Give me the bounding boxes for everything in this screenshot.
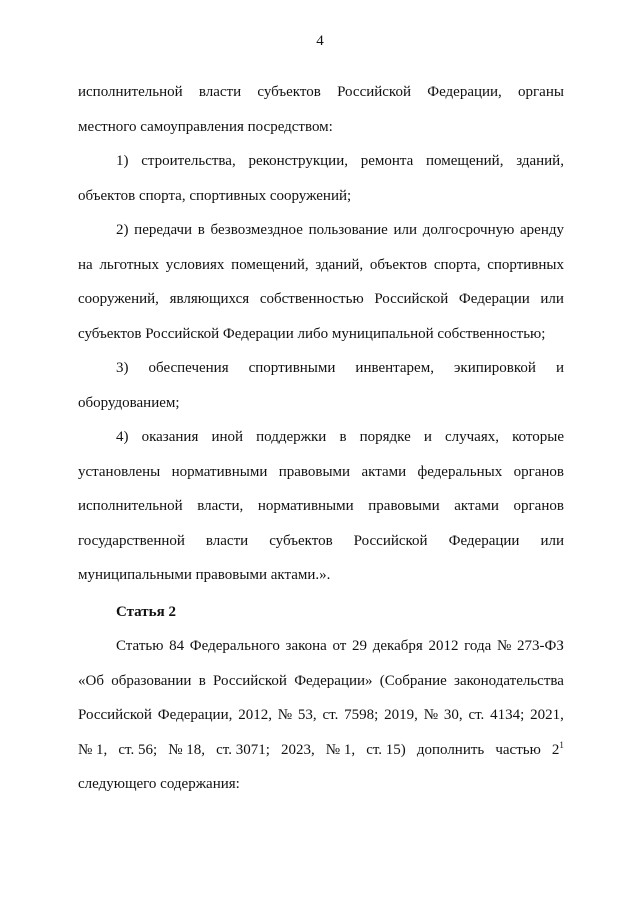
word: года bbox=[464, 638, 492, 654]
word: органов bbox=[513, 463, 564, 480]
word: частью bbox=[495, 741, 541, 758]
text-line bbox=[78, 524, 564, 559]
text-line bbox=[78, 248, 564, 283]
word: Федерации, bbox=[427, 84, 502, 100]
text-line: объектов спорта, спортивных сооружений; bbox=[78, 187, 352, 204]
superscript: 1 bbox=[559, 739, 564, 750]
word: актами bbox=[454, 498, 499, 514]
word: 273-ФЗ bbox=[516, 638, 564, 654]
word: обеспечения bbox=[148, 360, 229, 376]
word: нормативными bbox=[257, 498, 354, 514]
word: Федерации bbox=[458, 291, 530, 307]
word: образовании bbox=[111, 672, 192, 689]
word: нормативными bbox=[171, 463, 268, 480]
text-line: следующего содержания: bbox=[78, 776, 240, 792]
word: ст. 15) bbox=[366, 741, 406, 758]
word: ремонта bbox=[360, 153, 414, 169]
list-item-3 bbox=[78, 351, 564, 386]
word: спортивными bbox=[248, 360, 336, 376]
word: закона bbox=[285, 638, 327, 654]
word: помещений, bbox=[426, 153, 504, 169]
word: инвентарем, bbox=[355, 360, 434, 376]
word: условиях bbox=[165, 256, 225, 273]
word: долгосрочную bbox=[422, 222, 515, 238]
word: безвозмездное bbox=[210, 222, 303, 238]
word: и bbox=[423, 429, 432, 445]
page-number: 4 bbox=[316, 33, 324, 49]
word: $2^1$ bbox=[551, 739, 564, 758]
word: или bbox=[393, 222, 418, 238]
word: 2021, bbox=[530, 707, 564, 723]
word: объектов bbox=[369, 256, 428, 273]
word: и bbox=[555, 360, 564, 376]
word: или bbox=[540, 291, 564, 307]
word: 29 bbox=[352, 638, 368, 654]
text-line bbox=[78, 629, 564, 664]
word: 30, bbox=[443, 707, 463, 723]
word: ст. bbox=[322, 707, 339, 723]
text-line: муниципальными правовыми актами.». bbox=[78, 567, 331, 583]
word: государственной bbox=[78, 532, 185, 549]
text-line bbox=[78, 698, 564, 733]
word: оказания bbox=[141, 429, 199, 445]
word: поддержки bbox=[256, 429, 327, 445]
word: законодательства bbox=[454, 672, 564, 689]
word: «Об bbox=[78, 672, 104, 689]
word: федеральных bbox=[417, 463, 503, 480]
word: 2) bbox=[116, 222, 129, 238]
text-line bbox=[78, 282, 564, 317]
word: ст. 56; bbox=[118, 741, 158, 758]
word: субъектов bbox=[269, 532, 333, 549]
word: ст. 3071; bbox=[216, 741, 270, 758]
article-heading: Статья 2 bbox=[116, 603, 176, 620]
word: реконструкции, bbox=[248, 153, 348, 169]
word: ст. bbox=[468, 707, 485, 723]
word: дополнить bbox=[416, 741, 485, 758]
word: 2012, bbox=[238, 707, 272, 723]
word: спортивных bbox=[487, 256, 564, 273]
word: в bbox=[197, 222, 205, 238]
word: исполнительной bbox=[78, 84, 183, 100]
word: в bbox=[198, 672, 206, 689]
word: которые bbox=[512, 429, 564, 445]
word: 4) bbox=[116, 429, 129, 445]
list-item-1 bbox=[78, 144, 564, 179]
list-item-4 bbox=[78, 420, 564, 455]
word: декабря bbox=[372, 638, 423, 654]
list-item-2 bbox=[78, 213, 564, 248]
word: № 18, bbox=[168, 741, 206, 758]
word: экипировкой bbox=[453, 360, 536, 376]
text-line: оборудованием; bbox=[78, 394, 180, 411]
word: 53, bbox=[297, 707, 317, 723]
word: Российской bbox=[213, 672, 287, 689]
text-line: местного самоуправления посредством: bbox=[78, 118, 333, 135]
word: пользование bbox=[308, 222, 388, 238]
word: 3) bbox=[116, 360, 129, 376]
word: № bbox=[277, 707, 293, 723]
word: Российской bbox=[353, 532, 428, 549]
word: сооружений, bbox=[78, 291, 159, 307]
word: порядке bbox=[359, 429, 411, 445]
word: субъектов bbox=[257, 84, 321, 100]
word: строительства, bbox=[141, 153, 236, 169]
text-line bbox=[78, 75, 564, 110]
word: являющихся bbox=[169, 291, 250, 307]
word: установлены bbox=[78, 463, 161, 480]
word: зданий, bbox=[315, 256, 364, 273]
word: 2012 bbox=[428, 638, 459, 654]
word: Федерации bbox=[448, 532, 520, 549]
word: № 1, bbox=[325, 741, 356, 758]
text-line bbox=[78, 455, 564, 490]
word: Федерации» bbox=[294, 672, 373, 689]
word: власти, bbox=[197, 498, 244, 514]
word: (Собрание bbox=[379, 672, 447, 689]
word: Российской bbox=[374, 291, 449, 307]
word: органы bbox=[518, 84, 564, 100]
word: спорта, bbox=[433, 256, 481, 273]
word: правовыми bbox=[278, 463, 351, 480]
word: власти bbox=[198, 84, 242, 100]
word: аренду bbox=[520, 222, 564, 238]
word: льготных bbox=[99, 256, 160, 273]
word: передачи bbox=[134, 222, 193, 238]
word: на bbox=[78, 256, 93, 273]
word: № bbox=[423, 707, 439, 723]
text-line-with-superscript bbox=[78, 733, 564, 768]
word: 2023, bbox=[280, 741, 315, 758]
word: зданий, bbox=[516, 153, 564, 169]
word: № 1, bbox=[78, 741, 108, 758]
word: 4134; bbox=[490, 707, 525, 723]
word: или bbox=[540, 532, 564, 549]
word: случаях, bbox=[444, 429, 499, 445]
word: 2019, bbox=[384, 707, 418, 723]
word: правовыми bbox=[368, 498, 440, 514]
word: органов bbox=[513, 498, 564, 514]
text-line bbox=[78, 664, 564, 699]
word: 84 bbox=[169, 638, 185, 654]
word: Российской bbox=[78, 707, 152, 723]
word: помещений, bbox=[231, 256, 309, 273]
word: Федерации, bbox=[157, 707, 233, 723]
word: 7598; bbox=[344, 707, 379, 723]
word: исполнительной bbox=[78, 498, 183, 514]
body-text bbox=[78, 75, 564, 802]
word: в bbox=[339, 429, 347, 445]
word: 1) bbox=[116, 153, 129, 169]
word: № bbox=[496, 638, 512, 654]
text-line: субъектов Российской Федерации либо муниципальной собственностью; bbox=[78, 325, 546, 342]
word: Статью bbox=[116, 638, 164, 654]
word: Федерального bbox=[189, 638, 280, 654]
word: власти bbox=[205, 532, 249, 549]
word: от bbox=[332, 638, 347, 654]
text-line bbox=[78, 489, 564, 524]
word: собственностью bbox=[259, 291, 364, 307]
word: Российской bbox=[337, 84, 411, 100]
word: актами bbox=[361, 463, 407, 480]
word: иной bbox=[211, 429, 244, 445]
